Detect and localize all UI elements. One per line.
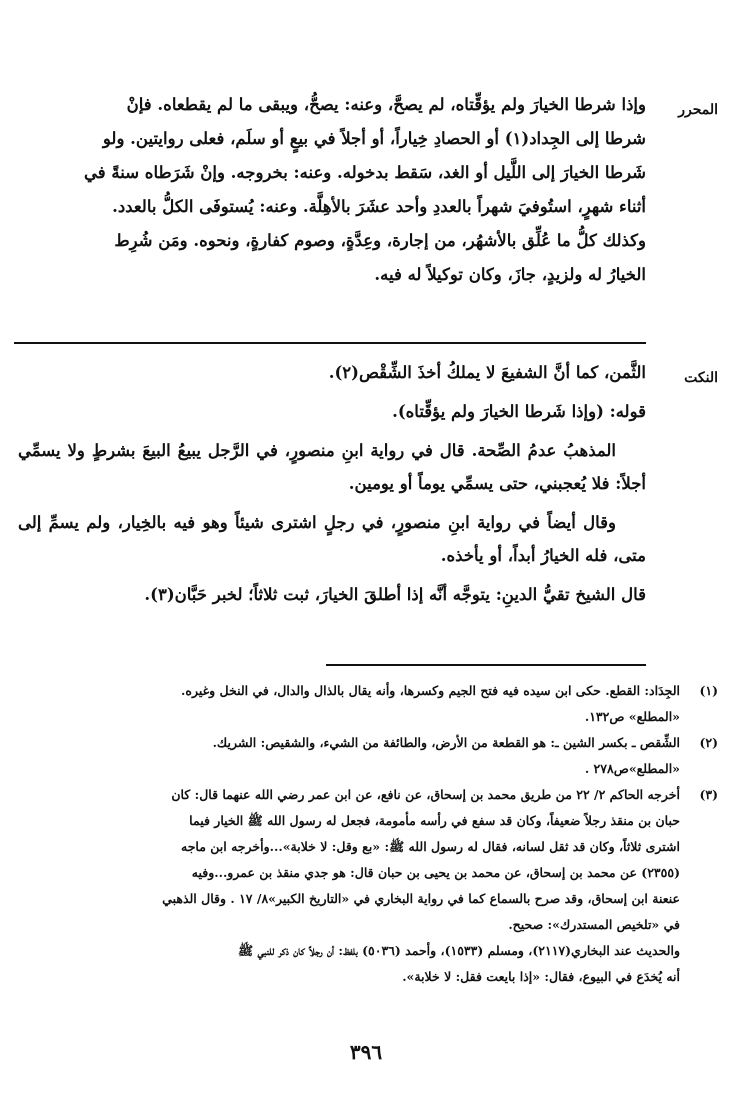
muharrar-line: شَرطا الخيارَ إلى اللَّيل أو الغد، سَقط بدخوله. وعنه: بخروجه. وإنْ شَرَطاه سنةً في: [84, 163, 646, 182]
footnote-line: «المطلع»ص٢٧٨ .: [584, 761, 680, 776]
footnote-1: [14, 678, 718, 730]
footnote-number: (٣): [699, 787, 718, 802]
footnote-line: أنه يُخدَع في البيوع، فقال: «إذا بايعت فقل: لا خلابة».: [402, 969, 680, 984]
muharrar-line: وكذلك كلُّ ما عُلِّق بالأشهُر، من إجارة، وعِدَّةٍ، وصوم كفارةٍ، ونحوه. ومَن شُرِط: [114, 231, 646, 250]
footnote-line: اشترى ثلاثاً، وكان قد ثقل لسانه، فقال له رسول الله ﷺ: «بع وقل: لا خلابة»...وأخرجه ابن ماجه: [181, 839, 680, 854]
footnotes: [14, 678, 718, 990]
footnote-line: عنعنة ابن إسحاق، وقد صرح بالسماع كما في رواية البخاري في «التاريخ الكبير»٨/ ١٧ . وقال الذهبي: [162, 891, 680, 906]
footnote-line: الجِدَاد: القطع. حكى ابن سيده فيه فتح الجيم وكسرها، وأنه يقال بالذال والدال، في النخل وغيره.: [181, 683, 680, 698]
footnote-line: الشِّقص ـ بكسر الشين ـ: هو القطعة من الأرض، والطائفة من الشيء، والشقيص: الشريك.: [212, 735, 680, 750]
section-label-nukat: النكت: [684, 370, 718, 386]
footnote-line: «المطلع» ص١٣٢.: [584, 709, 680, 724]
nukat-paragraph: المذهبُ عدمُ الصِّحة. قال في رواية ابنِ منصورٍ، في الرَّجل يبيعُ البيعَ بشرطٍ ولا يسمِّي أجلاً: فلا يُعجبني، حتى يسمِّي يوماً أو يومين.: [18, 441, 646, 493]
footnote-line: والحديث عند البخاري(٢١١٧)، ومسلم (١٥٣٣)، وأحمد (٥٠٣٦) بلفظ: أن رجلاً كان ذكر للنبي ﷺ: [238, 943, 680, 958]
footnote-line: في «تلخيص المستدرك»: صحيح.: [508, 917, 680, 932]
nukat-text: [18, 356, 646, 611]
page-number: ٣٩٦: [349, 1040, 383, 1064]
footnote-line: (٢٣٥٥) عن محمد بن إسحاق، عن محمد بن يحيى بن حبان قال: هو جدي منقذ بن عمرو...وفيه: [191, 865, 680, 880]
section-label-muharrar: المحرر: [678, 102, 718, 118]
muharrar-line: وإذا شرطا الخيارَ ولم يؤقِّتاه، لم يصحَّ، وعنه: يصحُّ، ويبقى ما لم يقطعاه. فإنْ: [126, 95, 646, 114]
footnote-2: [14, 730, 718, 782]
nukat-paragraph: قال الشيخ تقيُّ الدينِ: يتوجَّه أنَّه إذا أطلقَ الخيارَ، ثبت ثلاثاً؛ لخبر حَبَّان(٣).: [144, 585, 646, 604]
muharrar-line: الخيارُ له ولزيدٍ، جازَ، وكان توكيلاً له فيه.: [374, 265, 646, 284]
footnote-number: (١): [699, 683, 718, 698]
footnote-line: أخرجه الحاكم ٢/ ٢٢ من طريق محمد بن إسحاق، عن نافع، عن ابن عمر رضي الله عنهما قال: كان: [171, 787, 680, 802]
footnote-3: [14, 782, 718, 990]
footnote-number: (٢): [699, 735, 718, 750]
muharrar-line: شرطا إلى الجِداد(١) أو الحصادِ خِياراً، أو أجلاً في بيعٍ أو سلَم، فعلى روايتين. ولو: [102, 129, 646, 148]
nukat-paragraph: وقال أيضاً في رواية ابنِ منصورٍ، في رجلٍ اشترى شيئاً وهو فيه بالخِيار، ولم يسمِّ إلى متى، فله الخيارُ أبداً، أو يأخذه.: [18, 513, 646, 565]
nukat-heading: قوله: (وإذا شَرطا الخيارَ ولم يؤقِّتاه).: [392, 402, 646, 421]
footnote-divider: [326, 664, 646, 666]
footnote-line: حبان بن منقذ رجلاً ضعيفاً، وكان قد سفع في رأسه مأمومة، فجعل له رسول الله ﷺ الخيار فيما: [189, 813, 680, 828]
muharrar-text: [18, 88, 646, 292]
muharrar-line: أثناء شهرٍ، استُوفيَ شهراً بالعددِ وأحد عشَرَ بالأهِلَّة. وعنه: يُستوفَى الكلُّ بالعدد.: [112, 197, 646, 216]
section-divider: [14, 342, 646, 344]
nukat-paragraph: الثَّمن، كما أنَّ الشفيعَ لا يملكُ أخذَ الشِّقْص(٢).: [328, 363, 646, 382]
